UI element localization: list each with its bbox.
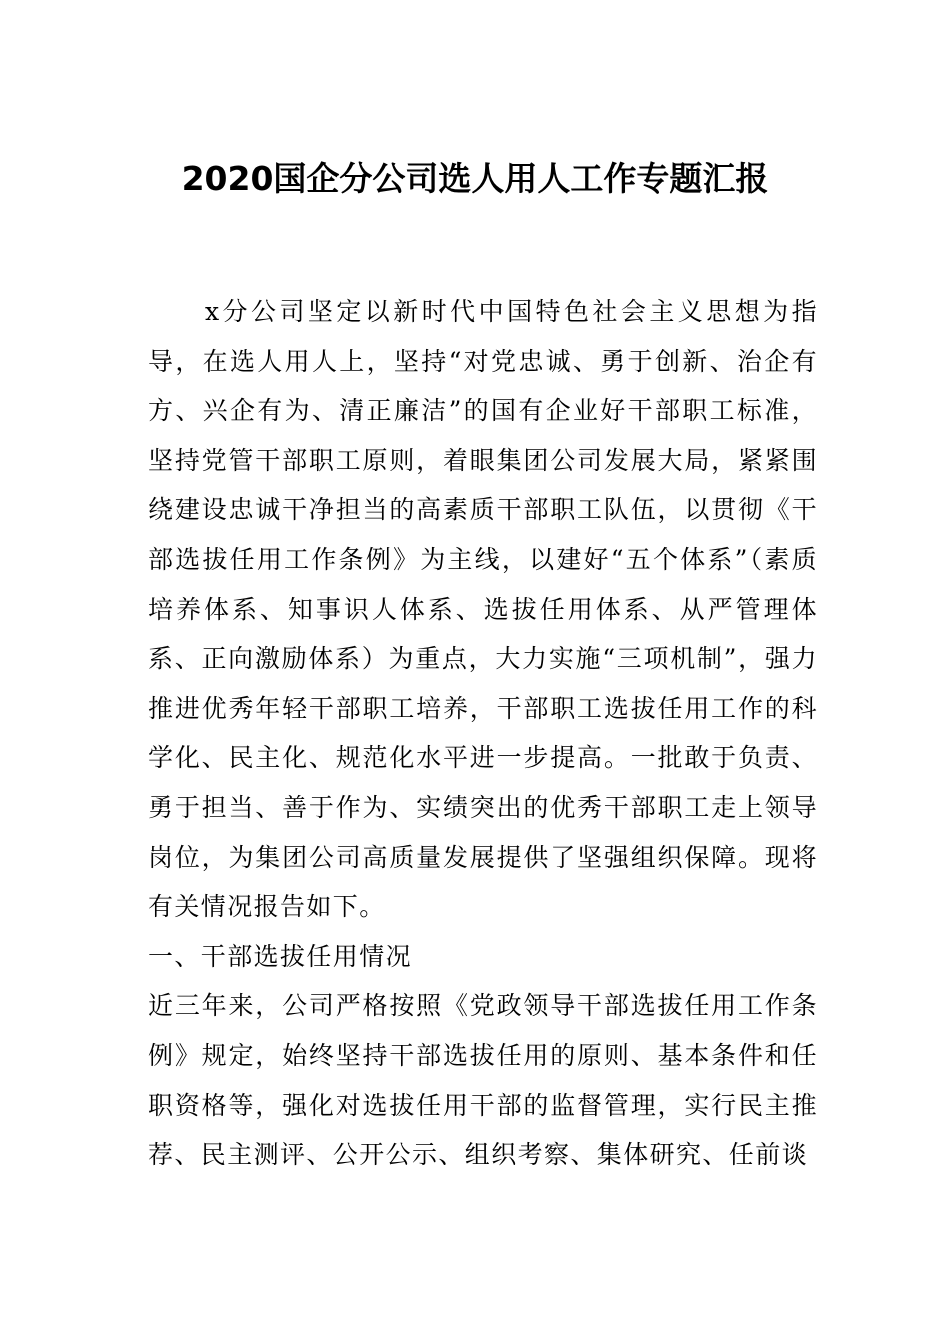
intro-paragraph: x分公司坚定以新时代中国特色社会主义思想为指导，在选人用人上，坚持“对党忠诚、勇于创新、治企有方、兴企有为、清正廉洁”的国有企业好干部职工标准，坚持党管干部职工原则，着眼集团公司发展大局，紧紧围绕建设忠诚干净担当的高素质干部职工队伍，以贯彻《干部选拔任用工作条例》为主线，以建好“五个体系”（素质培养体系、知事识人体系、选拔任用体系、从严管理体系、正向激励体系）为重点，大力实施“三项机制”，强力推进优秀年轻干部职工培养，干部职工选拔任用工作的科学化、民主化、规范化水平进一步提高。一批敢于负责、勇于担当、善于作为、实绩突出的优秀干部职工走上领导岗位，为集团公司高质量发展提供了坚强组织保障。现将有关情况报告如下。 bbox=[148, 297, 818, 922]
document-title: 2020国企分公司选人用人工作专题汇报 bbox=[181, 159, 769, 198]
section-heading: 一、干部选拔任用情况 bbox=[148, 941, 413, 971]
section-paragraph: 近三年来，公司严格按照《党政领导干部选拔任用工作条例》规定，始终坚持干部选拔任用的原则、基本条件和任职资格等，强化对选拔任用干部的监督管理，实行民主推荐、民主测评、公开公示、组织考察、集体研究、任前谈 bbox=[148, 991, 818, 1170]
document-body bbox=[148, 287, 818, 1180]
